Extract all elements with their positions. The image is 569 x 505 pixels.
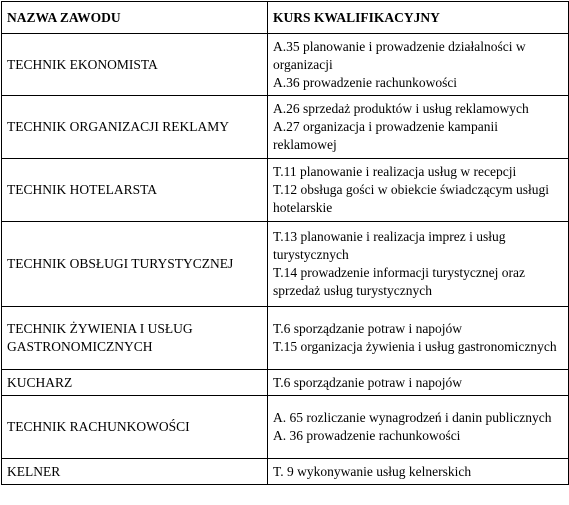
qualification-table: [1, 1, 569, 485]
course-line: T.12 obsługa gości w obiekcie świadczącym usługi hotelarskie: [273, 182, 550, 215]
profession-cell: TECHNIK ORGANIZACJI REKLAMY: [2, 96, 268, 159]
header-profession: NAZWA ZAWODU: [2, 2, 268, 34]
course-line: A. 36 prowadzenie rachunkowości: [273, 428, 461, 443]
course-cell: [268, 222, 569, 307]
course-line: T.11 planowanie i realizacja usług w recepcji: [273, 164, 517, 179]
course-line: T.15 organizacja żywienia i usług gastronomicznych: [273, 339, 557, 354]
course-line: T.6 sporządzanie potraw i napojów: [273, 321, 463, 336]
table-row: [2, 222, 569, 307]
table-row: [2, 459, 569, 485]
course-cell: [268, 307, 569, 370]
course-cell: [268, 96, 569, 159]
profession-cell: TECHNIK RACHUNKOWOŚCI: [2, 396, 268, 459]
course-line: A.27 organizacja i prowadzenie kampanii reklamowej: [273, 119, 499, 152]
profession-cell: KELNER: [2, 459, 268, 485]
table-row: [2, 307, 569, 370]
table-row: [2, 370, 569, 396]
course-line: T. 9 wykonywanie usług kelnerskich: [273, 463, 472, 479]
course-line: A.36 prowadzenie rachunkowości: [273, 74, 458, 90]
course-line: T.13 planowanie i realizacja imprez i usług turystycznych: [273, 229, 506, 262]
course-cell: [268, 396, 569, 459]
course-cell: [268, 459, 569, 485]
course-line: A.35 planowanie i prowadzenie działalności w organizacji: [273, 38, 526, 72]
profession-cell: TECHNIK ŻYWIENIA I USŁUG GASTRONOMICZNYCH: [2, 307, 268, 370]
course-line: T.14 prowadzenie informacji turystycznej oraz sprzedaż usług turystycznych: [273, 265, 526, 298]
table-row: [2, 396, 569, 459]
header-row: [2, 2, 569, 34]
header-course: KURS KWALIFIKACYJNY: [268, 2, 569, 34]
profession-cell: TECHNIK OBSŁUGI TURYSTYCZNEJ: [2, 222, 268, 307]
profession-cell: TECHNIK EKONOMISTA: [2, 34, 268, 96]
course-cell: [268, 34, 569, 96]
course-line: T.6 sporządzanie potraw i napojów: [273, 374, 463, 390]
profession-cell: KUCHARZ: [2, 370, 268, 396]
course-line: A. 65 rozliczanie wynagrodzeń i danin publicznych: [273, 410, 552, 425]
table-row: [2, 34, 569, 96]
profession-cell: TECHNIK HOTELARSTA: [2, 159, 268, 222]
course-line: A.26 sprzedaż produktów i usług reklamowych: [273, 101, 529, 116]
table-row: [2, 96, 569, 159]
course-cell: [268, 370, 569, 396]
table-row: [2, 159, 569, 222]
course-cell: [268, 159, 569, 222]
